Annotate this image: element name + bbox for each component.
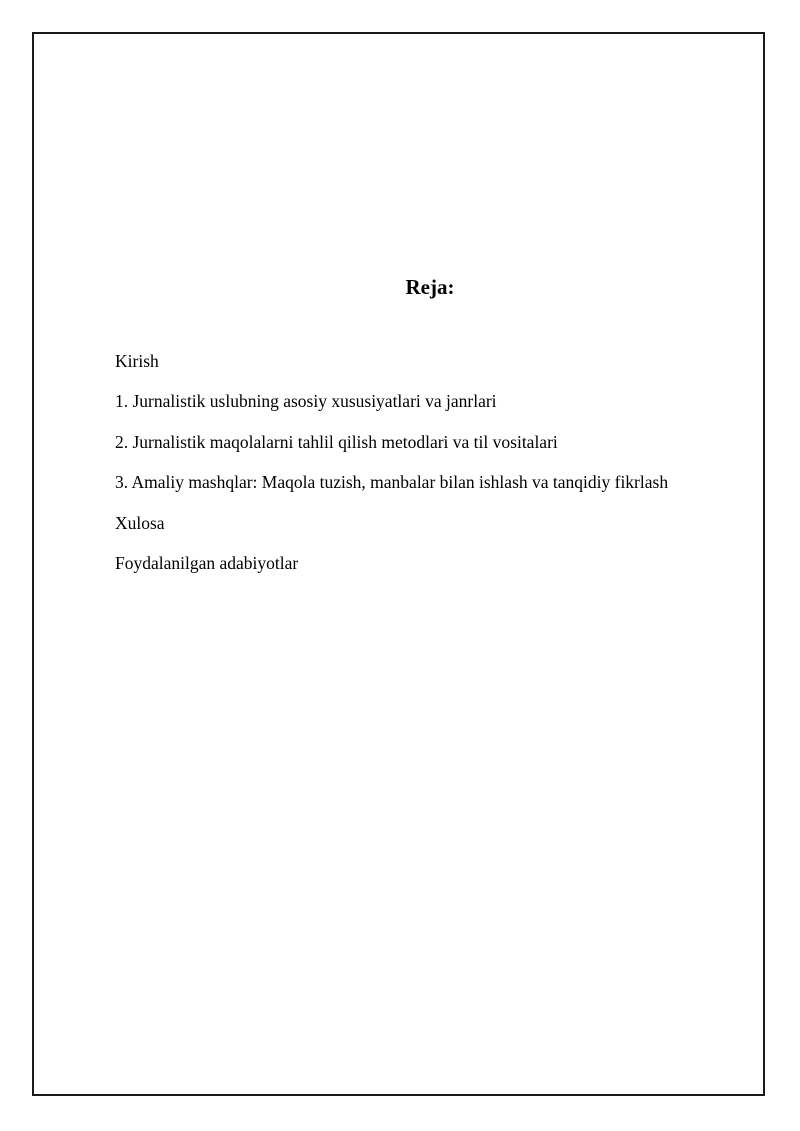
plan-item-references: Foydalanilgan adabiyotlar <box>115 552 299 573</box>
page-title: Reja: <box>405 275 455 299</box>
plan-list <box>115 351 668 593</box>
plan-item-chapter-1: 1. Jurnalistik uslubning asosiy xususiyatlari va janrlari <box>115 391 497 412</box>
plan-item-conclusion: Xulosa <box>115 512 165 533</box>
plan-item-chapter-3: 3. Amaliy mashqlar: Maqola tuzish, manbalar bilan ishlash va tanqidiy fikrlash <box>115 472 669 493</box>
plan-item-chapter-2: 2. Jurnalistik maqolalarni tahlil qilish metodlari va til vositalari <box>115 431 558 452</box>
plan-item-introduction: Kirish <box>115 351 159 371</box>
